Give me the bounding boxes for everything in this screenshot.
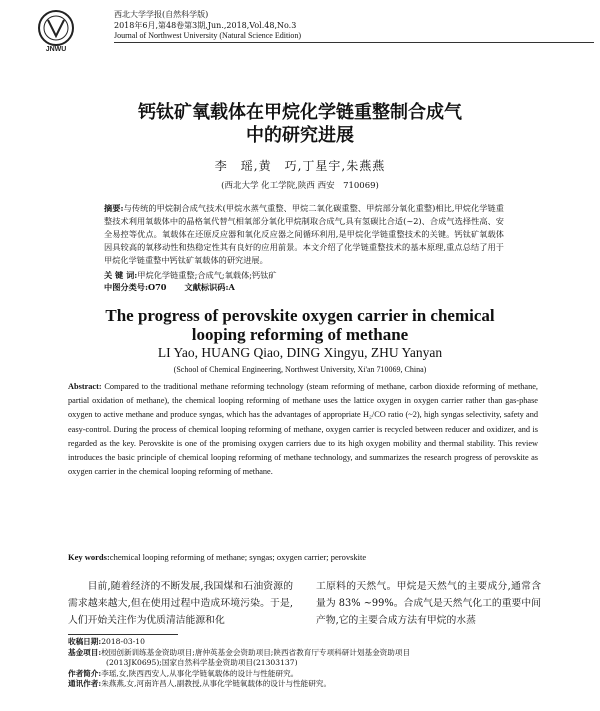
title-en-line-1: The progress of perovskite oxygen carrier in chemical (105, 306, 495, 325)
corresponding-author: 通讯作者:朱燕燕,女,河南许昌人,副教授,从事化学链氧载体的设计与性能研究。 (68, 679, 332, 689)
abstract-cn-label: 摘要: (104, 203, 124, 213)
author-bio: 作者简介:李瑶,女,陕西西安人,从事化学链氧载体的设计与性能研究。 (68, 668, 299, 678)
journal-name-cn: 西北大学学报(自然科学版) (114, 10, 209, 19)
header-divider (114, 42, 594, 43)
keywords-en-text: chemical looping reforming of methane; syngas; oxygen carrier; perovskite (109, 552, 367, 562)
keywords-en-label: Key words: (68, 552, 110, 562)
affiliation-en: (School of Chemical Engineering, Northwest University, Xi'an 710069, China) (173, 365, 427, 374)
received-date: 收稿日期:2018-03-10 (68, 637, 145, 646)
body-left-column: 目前,随着经济的不断发展,我国煤和石油资源的需求越来越大,但在使用过程中造成环境污染。于是,人们开始关注作为优质清洁能源和化 (68, 581, 293, 626)
fund-info-cont: (2013JK0695);国家自然科学基金资助项目(21303137) (106, 658, 298, 668)
journal-info (114, 10, 301, 42)
body-right-column: 工原料的天然气。甲烷是天然气的主要成分,通常含量为 83% ~99%。合成气是天然气化工的重要中间产物,它的主要合成方法有甲烷的水蒸 (316, 581, 541, 626)
logo-text: JNWU (45, 46, 67, 52)
title-cn-line-1: 钙钛矿氧载体在甲烷化学链重整制合成气 (138, 102, 462, 123)
keywords-cn (104, 269, 504, 282)
journal-issue: 2018年6月,第48卷第3期,Jun.,2018,Vol.48,No.3 (114, 20, 297, 30)
authors-cn: 李 瑶,黄 巧,丁星宇,朱燕燕 (214, 159, 386, 173)
keywords-cn-text: 甲烷化学链重整;合成气;氧载体;钙钛矿 (137, 270, 277, 280)
authors-en: LI Yao, HUANG Qiao, DING Xingyu, ZHU Yanyan (157, 345, 443, 360)
journal-header (34, 8, 574, 54)
abstract-en-label: Abstract: (68, 382, 102, 391)
affiliation-cn: (西北大学 化工学院,陕西 西安 710069) (221, 181, 379, 191)
classification (104, 282, 504, 293)
document-code: 文献标识码:A (184, 282, 235, 292)
footnote-rule (68, 634, 178, 635)
title-cn-line-2: 中的研究进展 (246, 125, 354, 146)
abstract-en-text: Compared to the traditional methane reforming technology (steam reforming of methane, carbon dioxide reforming of methane, partial oxidation of methane), the chemical looping reforming of methane uses the lattice oxygen in oxygen carrier rather than gas-phase oxygen to active methane and produce syngas, which has the advantages of appropriate H₂/CO ratio (~2), high syngas selectivity, safety and easy-control. During the process of chemical looping reforming of methane, oxygen carrier is recycled between reducer and oxidizer, and is regarded as the key. Perovskite is one of the promising oxygen carriers due to its high oxygen mobility and thermal stability. This review introduces the basic principle of chemical looping reforming of methane technology, and summarizes the research progress of perovskite as oxygen carrier in the chemical looping reforming of methane. (68, 382, 538, 477)
journal-name-en: Journal of Northwest University (Natural Science Edition) (114, 31, 302, 40)
fund-info: 基金项目:校园创新训练基金资助项目;唐仲英基金会资助项目;陕西省教育厅专项科研计划基金资助项目 (68, 647, 411, 657)
journal-logo (34, 8, 78, 52)
title-en-line-2: looping reforming of methane (191, 325, 409, 344)
abstract-cn-text: 与传统的甲烷制合成气技术(甲烷水蒸气重整、甲烷二氧化碳重整、甲烷部分氧化重整)相比,甲烷化学链重整技术利用氧载体中的晶格氧代替气相氧部分氧化甲烷制取合成气,具有氢碳比合适(~2)、合成气选择性高、安全易控等优点。氧载体在还原反应器和氧化反应器之间循环利用,是甲烷化学链重整技术的关键。钙钛矿氧载体因具较高的氧移动性和热稳定性其有良好的应用前景。本文介绍了化学链重整技术的基本原理,重点总结了用于甲烷化学链重整中钙钛矿氧载体的研究进展。 (104, 203, 504, 265)
keywords-cn-label: 关 键 词: (104, 270, 138, 280)
keywords-en (68, 552, 538, 562)
footnotes (68, 637, 538, 690)
abstract-en (68, 380, 538, 479)
abstract-cn (104, 202, 504, 267)
clc-code: 中图分类号:O70 (104, 282, 167, 292)
